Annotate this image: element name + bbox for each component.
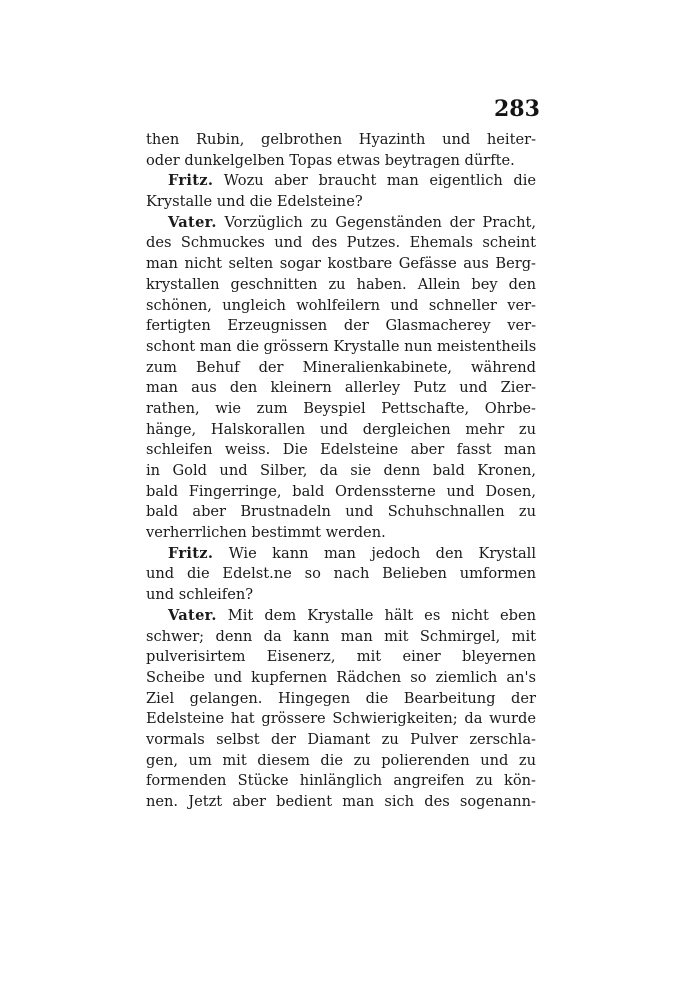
line-text: man aus den kleinern allerley Putz und Zier- xyxy=(146,379,536,397)
text-line xyxy=(146,771,536,792)
line-text: Mit dem Krystalle hält es nicht eben xyxy=(216,606,536,624)
text-line xyxy=(146,606,536,627)
text-line xyxy=(146,358,536,379)
text-line xyxy=(146,709,536,730)
line-text: krystallen geschnitten zu haben. Allein bey den xyxy=(146,275,536,293)
speaker-name: Fritz. xyxy=(168,172,214,190)
text-line xyxy=(146,647,536,668)
line-text: then Rubin, gelbrothen Hyazinth und heiter- xyxy=(146,131,536,148)
line-text: pulverisirtem Eisenerz, mit einer bleyernen xyxy=(146,648,536,666)
text-line xyxy=(146,627,536,648)
text-line xyxy=(146,171,536,192)
line-text: und schleifen? xyxy=(146,586,254,604)
text-line xyxy=(146,296,536,317)
text-line xyxy=(146,130,536,151)
line-text: fertigten Erzeugnissen der Glasmacherey ver- xyxy=(146,317,536,335)
text-line xyxy=(146,730,536,751)
text-line xyxy=(146,440,536,461)
text-line xyxy=(146,151,536,172)
line-text: oder dunkelgelben Topas etwas beytragen dürfte. xyxy=(146,151,515,169)
line-text: Scheibe und kupfernen Rädchen so ziemlich an's xyxy=(146,668,536,686)
speaker-name: Vater. xyxy=(168,213,217,231)
line-text: vormals selbst der Diamant zu Pulver zerschla- xyxy=(146,730,536,748)
text-line xyxy=(146,461,536,482)
line-text: Wozu aber braucht man eigentlich die xyxy=(213,172,536,190)
line-text: formenden Stücke hinlänglich angreifen zu kön- xyxy=(146,772,536,790)
text-line xyxy=(146,275,536,296)
text-line xyxy=(146,192,536,213)
line-text: rathen, wie zum Beyspiel Pettschafte, Ohrbe- xyxy=(146,399,536,417)
line-text: in Gold und Silber, da sie denn bald Kronen, xyxy=(146,462,536,479)
speaker-name: Vater. xyxy=(168,606,217,624)
text-line xyxy=(146,378,536,399)
line-text: Ziel gelangen. Hingegen die Bearbeitung der xyxy=(146,689,536,707)
line-text: und die Edelst.ne so nach Belieben umformen xyxy=(146,565,536,583)
line-text: des Schmuckes und des Putzes. Ehemals scheint xyxy=(146,234,536,252)
text-line xyxy=(146,502,536,523)
line-text: gen, um mit diesem die zu polierenden und zu xyxy=(146,751,536,769)
line-text: Edelsteine hat grössere Schwierigkeiten; da wurde xyxy=(146,710,536,728)
line-text: bald aber Brustnadeln und Schuhschnallen zu xyxy=(146,503,536,521)
text-line xyxy=(146,399,536,420)
line-text: zum Behuf der Mineralienkabinete, während xyxy=(146,358,536,376)
text-line xyxy=(146,254,536,275)
text-line xyxy=(146,751,536,772)
line-text: man nicht selten sogar kostbare Gefässe aus Berg- xyxy=(146,255,536,273)
text-line xyxy=(146,316,536,337)
text-line xyxy=(146,544,536,565)
line-text: Vorzüglich zu Gegenständen der Pracht, xyxy=(216,213,536,231)
text-line xyxy=(146,420,536,441)
line-text: bald Fingerringe, bald Ordenssterne und Dosen, xyxy=(146,482,536,500)
text-line xyxy=(146,233,536,254)
line-text: Wie kann man jedoch den Krystall xyxy=(213,544,536,562)
text-line xyxy=(146,523,536,544)
line-text: schleifen weiss. Die Edelsteine aber fasst man xyxy=(146,441,536,459)
text-line xyxy=(146,792,536,813)
line-text: schont man die grössern Krystalle nun meistentheils xyxy=(146,337,536,355)
speaker-name: Fritz. xyxy=(168,544,214,562)
text-line xyxy=(146,564,536,585)
line-text: Krystalle und die Edelsteine? xyxy=(146,193,363,211)
line-text: schwer; denn da kann man mit Schmirgel, mit xyxy=(146,627,536,645)
body-text xyxy=(146,130,536,813)
text-line xyxy=(146,337,536,358)
line-text: hänge, Halskorallen und dergleichen mehr zu xyxy=(146,420,536,438)
line-text: nen. Jetzt aber bedient man sich des sogenann- xyxy=(146,793,536,810)
text-line xyxy=(146,668,536,689)
text-line xyxy=(146,689,536,710)
page-number: 283 xyxy=(494,96,540,122)
line-text: verherrlichen bestimmt werden. xyxy=(146,524,386,542)
text-line xyxy=(146,213,536,234)
text-line xyxy=(146,585,536,606)
text-line xyxy=(146,482,536,503)
line-text: schönen, ungleich wohlfeilern und schneller ver- xyxy=(146,296,536,314)
